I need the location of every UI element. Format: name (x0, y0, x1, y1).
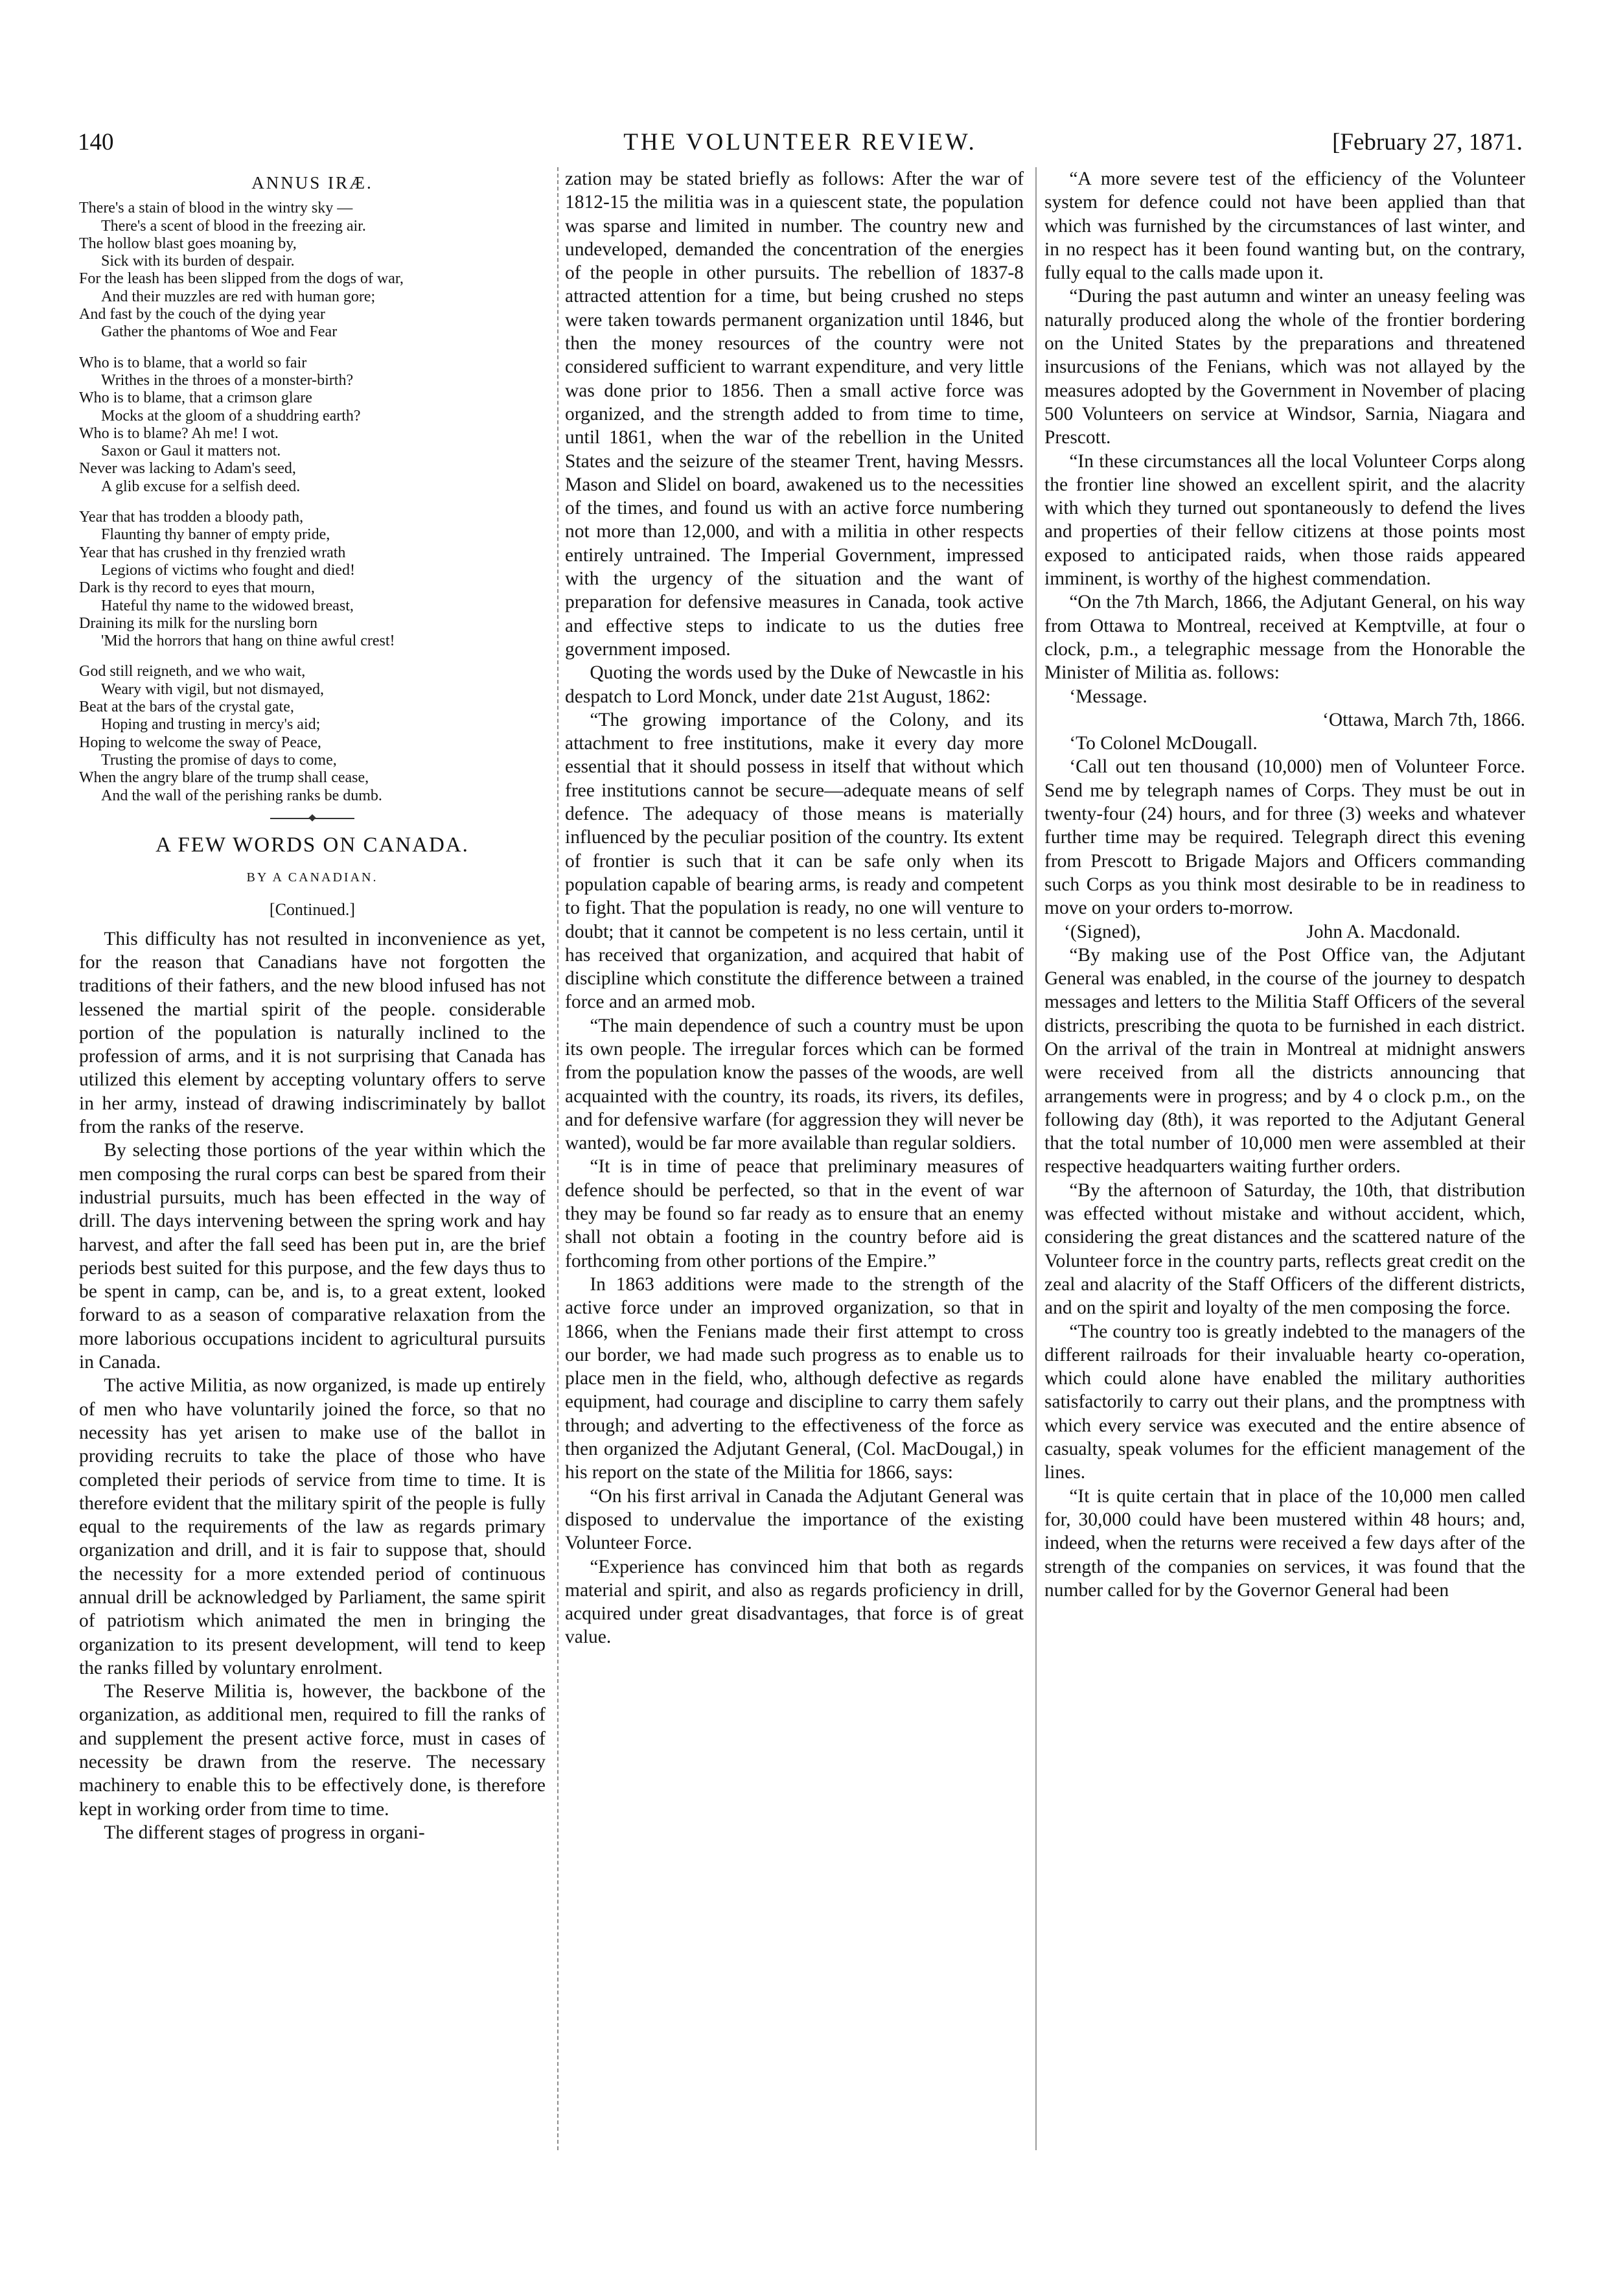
poem-line: A glib excuse for a selfish deed. (101, 478, 301, 495)
poem-line: And the wall of the perishing ranks be dumb. (101, 787, 382, 804)
poem-line: Who is to blame, that a crimson glare (79, 389, 312, 407)
issue-date: [February 27, 1871. (1332, 129, 1523, 156)
column-3 (1035, 167, 1525, 2150)
poem-line: And fast by the couch of the dying year (79, 306, 325, 323)
poem-line: And their muzzles are red with human gore; (101, 288, 376, 305)
poem-line: Mocks at the gloom of a shuddring earth? (101, 407, 361, 424)
paragraph: The different stages of progress in organi- (104, 1822, 425, 1843)
column-2 (557, 167, 1024, 2150)
paragraph: This difficulty has not resulted in inconvenience as yet, for the reason that Canadians have not forgotten the traditions of their fathers, and the new blood infused has not lessened the martial spirit of the people. considerable portion of the population is naturally inclined to the profession of arms, and it is not surprising that Canada has utilized this element by accepting voluntary offers to serve in her army, instead of drawing indiscriminately by ballot from the ranks of the reserve. (79, 928, 546, 1138)
poem-line: Saxon or Gaul it matters not. (101, 443, 281, 460)
poem-line: Draining its milk for the nursling born (79, 614, 317, 632)
quote-paragraph: “It is quite certain that in place of the 10,000 men called for, 30,000 could have been mustered within 48 hours; and, indeed, when the returns were received a few days after of the strength of the companies on services, it was found that the number called for by the Governor General had been (1044, 1485, 1525, 1601)
poem-line: The hollow blast goes moaning by, (79, 235, 297, 252)
quote-paragraph: “By the afternoon of Saturday, the 10th, that distribution was effected without mistake and without accident, which, considering the great distances and the scattered nature of the Volunteer force in the country parts, reflects great credit on the zeal and alacrity of the Staff Officers of the different districts, and on the spirit and loyalty of the men composing the force. (1044, 1179, 1525, 1319)
poem-stanza (79, 200, 546, 341)
paragraph: Quoting the words used by the Duke of Newcastle in his despatch to Lord Monck, under date 21st August, 1862: (565, 662, 1024, 707)
poem-line: Hoping and trusting in mercy's aid; (101, 716, 321, 734)
signatory-name: John A. Macdonald. (1306, 921, 1460, 942)
poem-line: When the angry blare of the trump shall cease, (79, 769, 369, 787)
poem-line: Dark is thy record to eyes that mourn, (79, 579, 315, 597)
paragraph: By selecting those portions of the year within which the men composing the rural corps can best be spared from their industrial pursuits, much has been effected in the way of drill. The days intervening between the spring work and hay harvest, and after the fall seed has been put in, are the brief periods best suited for this purpose, and the few days thus to be spent in camp, can be, and is, to a great extent, looked forward to as a season of comparative relaxation from the more laborious occupations incident to agricultural pursuits in Canada. (79, 1140, 546, 1373)
poem-line: For the leash has been slipped from the dogs of war, (79, 270, 404, 288)
poem-line: There's a stain of blood in the wintry sky — (79, 200, 353, 217)
message-place-date: ‘Ottawa, March 7th, 1866. (1322, 709, 1525, 730)
quote-paragraph: “In these circumstances all the local Volunteer Corps along the frontier line showed an excellent spirit, and the alacrity with which they turned out spontaneously to defend the lives and properties of their fellow citizens at those points most exposed to anticipated raids, when those raids appeared imminent, is worthy of the highest commendation. (1044, 450, 1525, 590)
poem-line: Year that has trodden a bloody path, (79, 509, 304, 526)
poem-line: There's a scent of blood in the freezing air. (101, 217, 366, 235)
quote-paragraph: “A more severe test of the efficiency of the Volunteer system for defence could not have been applied than that which was furnished by the circumstances of last winter, and in no respect has it been found wanting but, on the contrary, fully equal to the calls made upon it. (1044, 168, 1525, 284)
quote-paragraph: “The country too is greatly indebted to the managers of the different railroads for their invaluable hearty co-operation, which could alone have enabled the military authorities satisfactorily to carry out their plans, and the promptness with which every service was executed and the entire absence of casualty, speak volumes for the efficient management of the lines. (1044, 1321, 1525, 1483)
quote-paragraph: “On the 7th March, 1866, the Adjutant General, on his way from Ottawa to Montreal, received at Kemptville, at four o clock, p.m., a telegraphic message from the Honorable the Minister of Militia as. follows: (1044, 592, 1525, 684)
message-recipient: ‘To Colonel McDougall. (1069, 733, 1258, 754)
page-header (78, 123, 1523, 162)
poem-line: Weary with vigil, but not dismayed, (101, 680, 325, 698)
poem-line: Trusting the promise of days to come, (101, 751, 337, 769)
message-heading: ‘Message. (1069, 686, 1147, 707)
continued-label: [Continued.] (269, 900, 356, 920)
quote-paragraph: “The growing importance of the Colony, and its attachment to free institutions, make it every day more essential that it should possess in itself that without which free institutions cannot be secure—adequate means of self defence. The adequacy of those means is materially influenced by the peculiar position of the country. Its extent of frontier is such that it can be safe only when its population capable of bearing arms, is ready and competent to fight. That the population is ready, no one will venture to doubt; that it cannot be competent is no less certain, until it has received that organization, and acquired that habit of discipline which constitute the difference between a trained force and an armed mob. (565, 709, 1024, 1013)
poem-line: Gather the phantoms of Woe and Fear (101, 323, 338, 341)
paragraph: In 1863 additions were made to the strength of the active force under an improved organization, so that in 1866, when the Fenians made their first attempt to cross our border, we had made such progress as to enable us to place men in the field, who, although defective as regards equipment, had courage and discipline to carry them safely through; and adverting to the effectiveness of the force as then organized the Adjutant General, (Col. MacDougal,) in his report on the state of the Militia for 1866, says: (565, 1273, 1024, 1483)
section-divider (270, 818, 354, 819)
column-1 (79, 167, 546, 2150)
poem-title: ANNUS IRÆ. (251, 173, 373, 192)
message-body: ‘Call out ten thousand (10,000) men of Volunteer Force. Send me by telegraph names of Corps. They must be out in twenty-four (24) hours, and for three (3) weeks and whatever further time may be required. Telegraph direct this evening from Prescott to Brigade Majors and Officers commanding such Corps as you think most desirable to be in readiness to move on your orders to-morrow. (1044, 756, 1525, 919)
quote-paragraph: “It is in time of peace that preliminary measures of defence should be perfected, so that in the event of war they may be found so far ready as to ensure that an enemy shall not obtain a footing in the country before aid is forthcoming from other portions of the Empire.” (565, 1156, 1024, 1271)
quote-paragraph: “The main dependence of such a country must be upon its own people. The irregular forces which can be formed from the population know the passes of the woods, are well acquainted with the country, its roads, its rivers, its defiles, and for defensive warfare (for aggression they will never be wanted), would be far more available than regular soldiers. (565, 1015, 1024, 1154)
poem (79, 200, 546, 805)
article-byline: BY A CANADIAN. (246, 870, 378, 885)
poem-stanza (79, 509, 546, 650)
poem-line: Year that has crushed in thy frenzied wrath (79, 544, 346, 561)
poem-line: 'Mid the horrors that hang on thine awful crest! (101, 632, 395, 650)
poem-line: Who is to blame? Ah me! I wot. (79, 424, 279, 442)
paragraph: The Reserve Militia is, however, the backbone of the organization, as additional men, required to fill the ranks of and supplement the present active force, must in cases of necessity be drawn from the reserve. The necessary machinery to enable this to be effectively done, is therefore kept in working order from time to time. (79, 1681, 546, 1820)
article-title: A FEW WORDS ON CANADA. (155, 833, 469, 857)
poem-stanza (79, 354, 546, 496)
quote-paragraph: “By making use of the Post Office van, the Adjutant General was enabled, in the course of the journey to despatch messages and letters to the Militia Staff Officers of the several districts, prescribing the quota to be furnished in each district. On the arrival of the train in Montreal at midnight answers were received from all the districts announcing that arrangements were in progress; and by 4 o clock p.m., on the following day (8th), it was reported to the Adjutant General that the total number of 10,000 men were assembled at their respective headquarters waiting further orders. (1044, 944, 1525, 1177)
poem-line: Beat at the bars of the crystal gate, (79, 699, 294, 716)
paragraph: zation may be stated briefly as follows: After the war of 1812-15 the militia was in a quiescent state, the population was sparse and limited in number. The country new and undeveloped, demanded the concentration of the energies of the people in other pursuits. The rebellion of 1837-8 attracted attention for a time, but being crushed no steps were taken towards permanent organization until 1846, but then the money resources of the country were not considered sufficient to warrant expenditure, and very little was done prior to 1856. Then a small active force was organized, and the strength added to from time to time, until 1861, when the war of the rebellion in the United States and the seizure of the steamer Trent, having Messrs. Mason and Slidel on board, awakened us to the necessities of the times, and found us with an active force numbering not more than 12,000, and with a militia in other respects entirely untrained. The Imperial Government, impressed with the urgency of the situation and the want of preparation for defensive measures in Canada, took active and effective steps to indicate to us the duties free government imposed. (565, 168, 1024, 660)
poem-line: Never was lacking to Adam's seed, (79, 460, 296, 478)
paragraph: The active Militia, as now organized, is made up entirely of men who have voluntarily joined the force, so that no necessity has yet arisen to make use of the ballot in providing recruits to take the place of those who have completed their periods of service from time to time. It is therefore evident that the military spirit of the people is fully equal to the requirements of the law as regards primary organization and drill, and it is fair to suppose that, should the necessity for a more extended period of continuous annual drill be acknowledged by Parliament, the same spirit of patriotism which animated the men in bringing the organization to its present development, will tend to keep the ranks filled by voluntary enrolment. (79, 1375, 546, 1678)
poem-line: Sick with its burden of despair. (101, 253, 295, 270)
poem-line: Legions of victims who fought and died! (101, 561, 355, 579)
poem-line: Hoping to welcome the sway of Peace, (79, 734, 321, 751)
poem-line: Flaunting thy banner of empty pride, (101, 526, 330, 544)
quote-paragraph: “During the past autumn and winter an uneasy feeling was naturally produced along the whole of the frontier bordering on the United States by the preparations and threatened insurcusions of the Fenians, which was not allayed by the measures adopted by the Government in November of placing 500 Volunteers on service at Windsor, Sarnia, Niagara and Prescott. (1044, 286, 1525, 448)
quote-paragraph: “Experience has convinced him that both as regards material and spirit, and also as regards proficiency in drill, acquired under great disadvantages, that force is of great value. (565, 1556, 1024, 1648)
poem-line: Hateful thy name to the widowed breast, (101, 597, 354, 614)
page-number: 140 (78, 129, 114, 156)
poem-line: Writhes in the throes of a monster-birth? (101, 371, 354, 389)
poem-line: God still reigneth, and we who wait, (79, 663, 306, 680)
signed-label: ‘(Signed), (1064, 921, 1141, 942)
poem-stanza (79, 663, 546, 804)
message-signature (1044, 920, 1525, 944)
quote-paragraph: “On his first arrival in Canada the Adjutant General was disposed to undervalue the importance of the existing Volunteer Force. (565, 1485, 1024, 1554)
poem-line: Who is to blame, that a world so fair (79, 354, 307, 371)
masthead-title: THE VOLUNTEER REVIEW. (623, 129, 977, 156)
